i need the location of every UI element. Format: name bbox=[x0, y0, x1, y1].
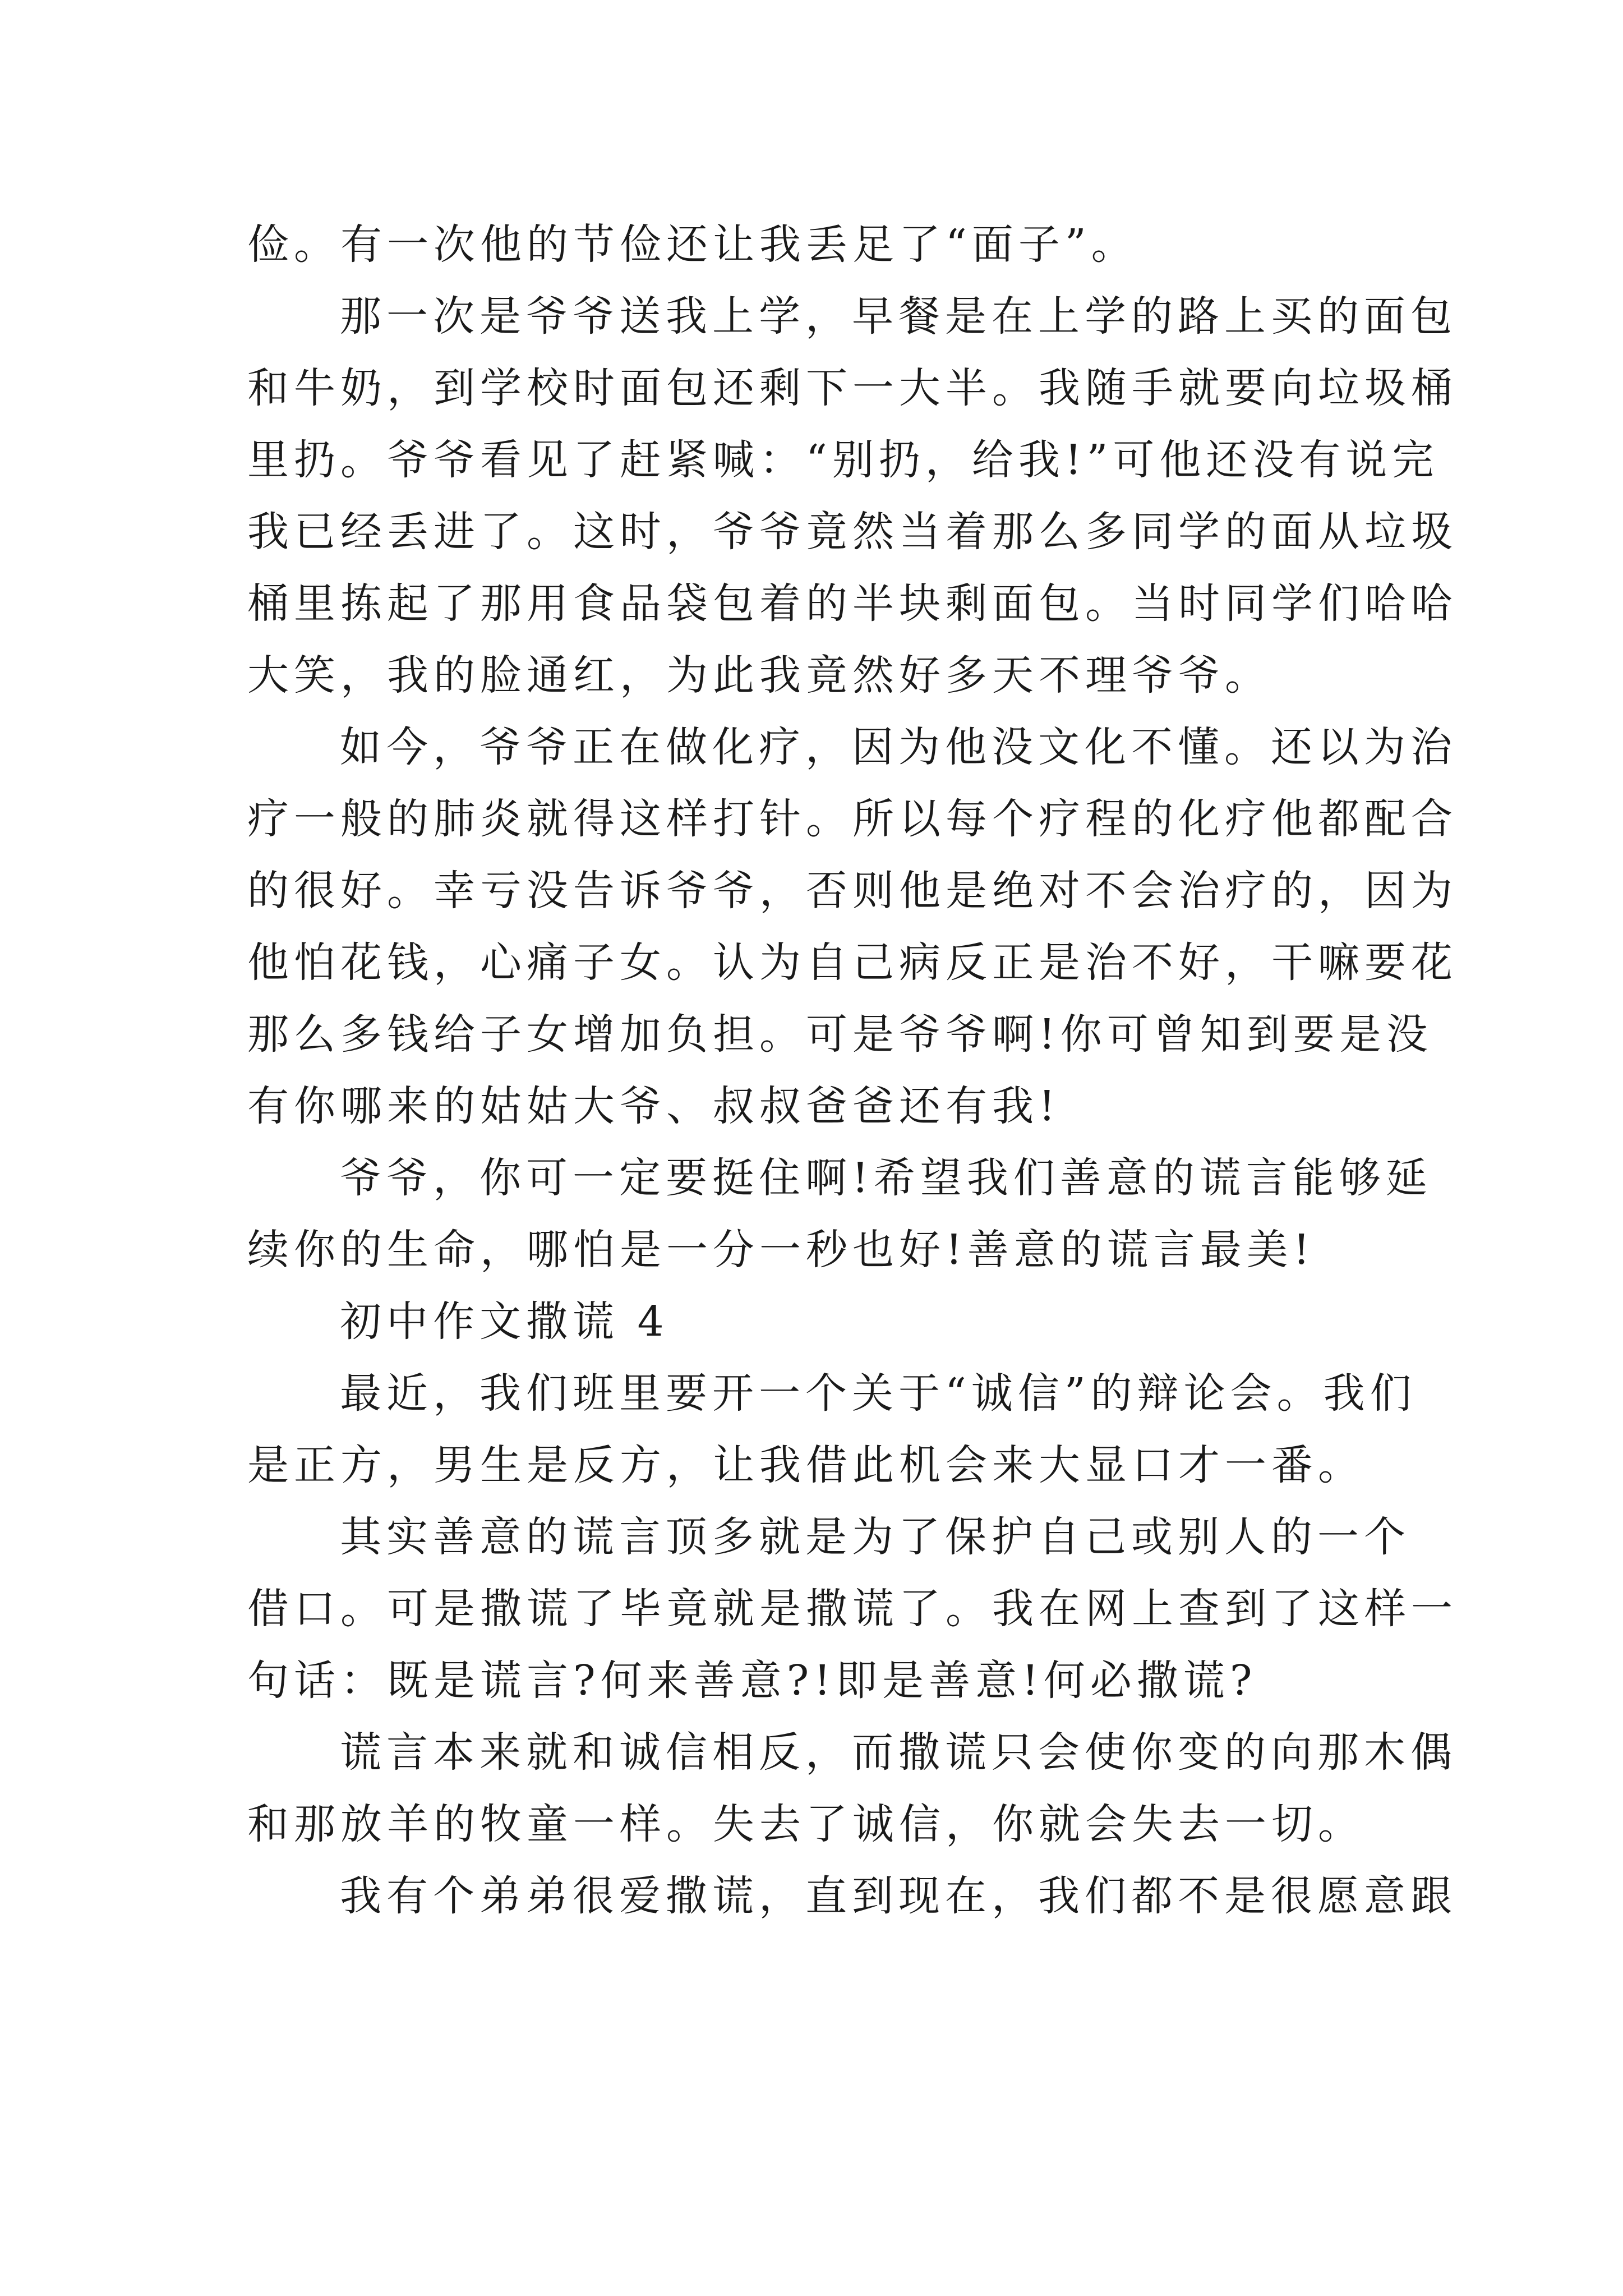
text-line: 大笑，我的脸通红，为此我竟然好多天不理爷爷。 bbox=[247, 651, 1271, 700]
text-line: 谎言本来就和诚信相反，而撒谎只会使你变的向那木偶 bbox=[340, 1728, 1457, 1777]
text-line: 那一次是爷爷送我上学，早餐是在上学的路上买的面包 bbox=[340, 292, 1457, 341]
text-line: 爷爷，你可一定要挺住啊!希望我们善意的谎言能够延 bbox=[340, 1154, 1432, 1202]
text-line: 的很好。幸亏没告诉爷爷，否则他是绝对不会治疗的，因为 bbox=[247, 867, 1458, 915]
text-line: 借口。可是撒谎了毕竟就是撒谎了。我在网上查到了这样一 bbox=[247, 1585, 1458, 1633]
document-body bbox=[247, 209, 1458, 1932]
text-line: 有你哪来的姑姑大爷、叔叔爸爸还有我! bbox=[247, 1082, 1061, 1130]
text-line: 那么多钱给子女增加负担。可是爷爷啊!你可曾知到要是没 bbox=[247, 1010, 1433, 1059]
text-line: 是正方，男生是反方，让我借此机会来大显口才一番。 bbox=[247, 1441, 1364, 1489]
text-line: 最近，我们班里要开一个关于“诚信”的辩论会。我们 bbox=[340, 1369, 1417, 1418]
text-line: 其实善意的谎言顶多就是为了保护自己或别人的一个 bbox=[340, 1513, 1410, 1561]
section-heading: 初中作文撒谎 4 bbox=[340, 1297, 669, 1346]
text-line: 和牛奶，到学校时面包还剩下一大半。我随手就要向垃圾桶 bbox=[247, 364, 1458, 412]
text-line: 如今，爷爷正在做化疗，因为他没文化不懂。还以为治 bbox=[340, 723, 1457, 771]
text-line: 里扔。爷爷看见了赶紧喊：“别扔，给我!”可他还没有说完 bbox=[247, 436, 1439, 484]
text-line: 我已经丢进了。这时，爷爷竟然当着那么多同学的面从垃圾 bbox=[247, 508, 1458, 556]
text-line: 疗一般的肺炎就得这样打针。所以每个疗程的化疗他都配合 bbox=[247, 795, 1458, 843]
text-line: 他怕花钱，心痛子女。认为自己病反正是治不好，干嘛要花 bbox=[247, 938, 1458, 987]
text-line: 俭。有一次他的节俭还让我丢足了“面子”。 bbox=[247, 220, 1138, 269]
text-line: 桶里拣起了那用食品袋包着的半块剩面包。当时同学们哈哈 bbox=[247, 579, 1458, 628]
text-line: 我有个弟弟很爱撒谎，直到现在，我们都不是很愿意跟 bbox=[340, 1872, 1457, 1920]
text-line: 和那放羊的牧童一样。失去了诚信，你就会失去一切。 bbox=[247, 1800, 1364, 1848]
text-line: 句话：既是谎言?何来善意?!即是善意!何必撒谎? bbox=[247, 1657, 1257, 1705]
text-line: 续你的生命，哪怕是一分一秒也好!善意的谎言最美! bbox=[247, 1226, 1315, 1274]
